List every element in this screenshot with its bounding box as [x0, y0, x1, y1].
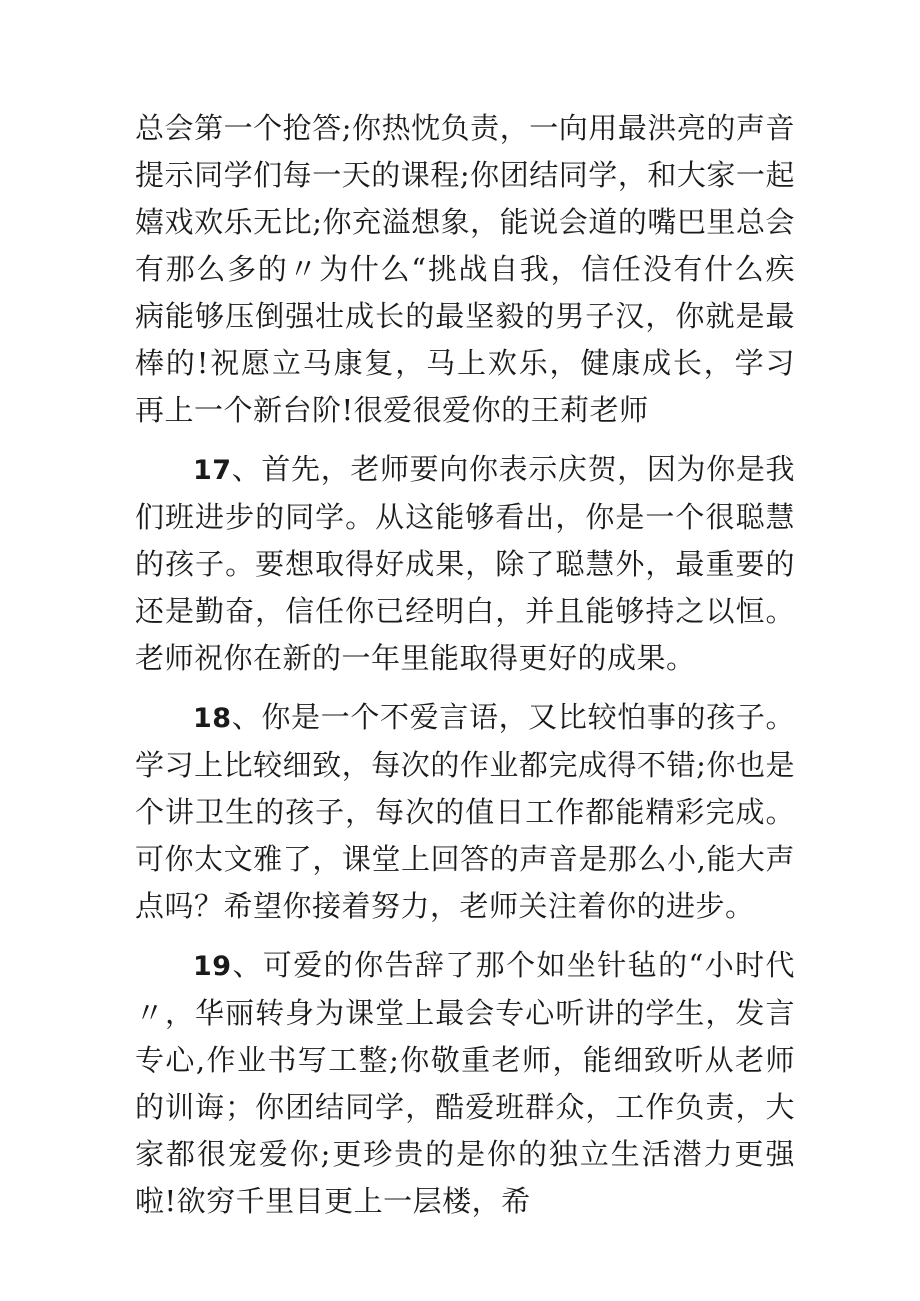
paragraph-17: [135, 446, 795, 682]
document-body: [135, 105, 795, 1225]
paragraph-number: 18: [193, 703, 232, 734]
paragraph-19: [135, 942, 795, 1225]
paragraph-18: [135, 694, 795, 930]
paragraph-text: 、可爱的你告辞了那个如坐针毡的“小时代〃，华丽转身为课堂上最会专心听讲的学生，发言专心,作业书写工整;你敬重老师，能细致听从老师的训诲；你团结同学，酷爱班群众，工作负责，大家都很宠爱你;更珍贵的是你的独立生活潜力更强啦!欲穷千里目更上一层楼，希: [135, 948, 795, 1218]
paragraph-text: 、首先，老师要向你表示庆贺，因为你是我们班进步的同学。从这能够看出，你是一个很聪慧的孩子。要想取得好成果，除了聪慧外，最重要的还是勤奋，信任你已经明白，并且能够持之以恒。老师祝你在新的一年里能取得更好的成果。: [135, 452, 795, 675]
paragraph-number: 19: [193, 951, 232, 982]
paragraph-text: 总会第一个抢答;你热忱负责，一向用最洪亮的声音提示同学们每一天的课程;你团结同学，和大家一起嬉戏欢乐无比;你充溢想象，能说会道的嘴巴里总会有那么多的〃为什么“挑战自我，信任没有什么疾病能够压倒强壮成长的最坚毅的男子汉，你就是最棒的!祝愿立马康复，马上欢乐，健康成长，学习再上一个新台阶!很爱很爱你的王莉老师: [135, 111, 795, 427]
paragraph-text: 、你是一个不爱言语，又比较怕事的孩子。学习上比较细致，每次的作业都完成得不错;你也是个讲卫生的孩子，每次的值日工作都能精彩完成。可你太文雅了，课堂上回答的声音是那么小,能大声点吗？希望你接着努力，老师关注着你的进步。: [135, 700, 795, 923]
paragraph-continuation: [135, 105, 795, 434]
paragraph-number: 17: [193, 455, 232, 486]
